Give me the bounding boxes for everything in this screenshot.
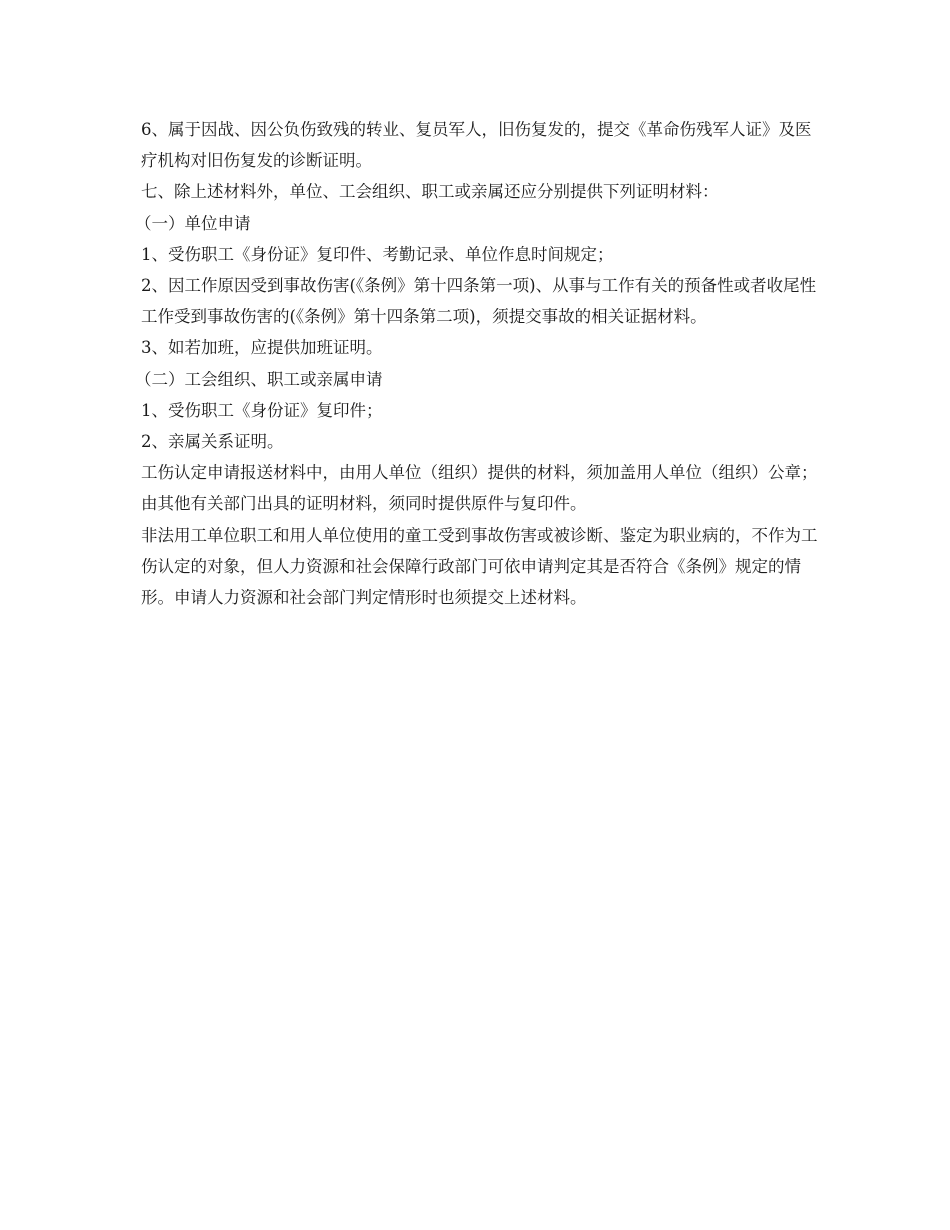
- paragraph-union-1: 1、受伤职工《身份证》复印件；: [141, 400, 383, 420]
- paragraph-unit-2: 2、因工作原因受到事故伤害(《条例》第十四条第一项)、从事与工作有关的预备性或者收尾性工作受到事故伤害的(《条例》第十四条第二项)，须提交事故的相关证据材料。: [141, 276, 817, 327]
- paragraph-seal-requirement: 工伤认定申请报送材料中，由用人单位（组织）提供的材料，须加盖用人单位（组织）公章；由其他有关部门出具的证明材料，须同时提供原件与复印件。: [141, 463, 818, 514]
- paragraph-section-7: 七、除上述材料外，单位、工会组织、职工或亲属还应分别提供下列证明材料：: [141, 182, 719, 202]
- paragraph-union-2: 2、亲属关系证明。: [141, 432, 284, 452]
- paragraph-unit-3: 3、如若加班，应提供加班证明。: [141, 338, 383, 358]
- subheading-unit-application: （一）单位申请: [135, 213, 251, 233]
- subheading-union-application: （二）工会组织、职工或亲属申请: [135, 369, 383, 389]
- paragraph-item-6: 6、属于因战、因公负伤致残的转业、复员军人，旧伤复发的，提交《革命伤残军人证》及医疗机构对旧伤复发的诊断证明。: [141, 120, 812, 171]
- paragraph-unit-1: 1、受伤职工《身份证》复印件、考勤记录、单位作息时间规定；: [141, 244, 614, 264]
- document-body: [135, 114, 821, 613]
- paragraph-illegal-employment: 非法用工单位职工和用人单位使用的童工受到事故伤害或被诊断、鉴定为职业病的，不作为工伤认定的对象，但人力资源和社会保障行政部门可依申请判定其是否符合《条例》规定的情形。申请人力资源和社会部门判定情形时也须提交上述材料。: [141, 525, 818, 608]
